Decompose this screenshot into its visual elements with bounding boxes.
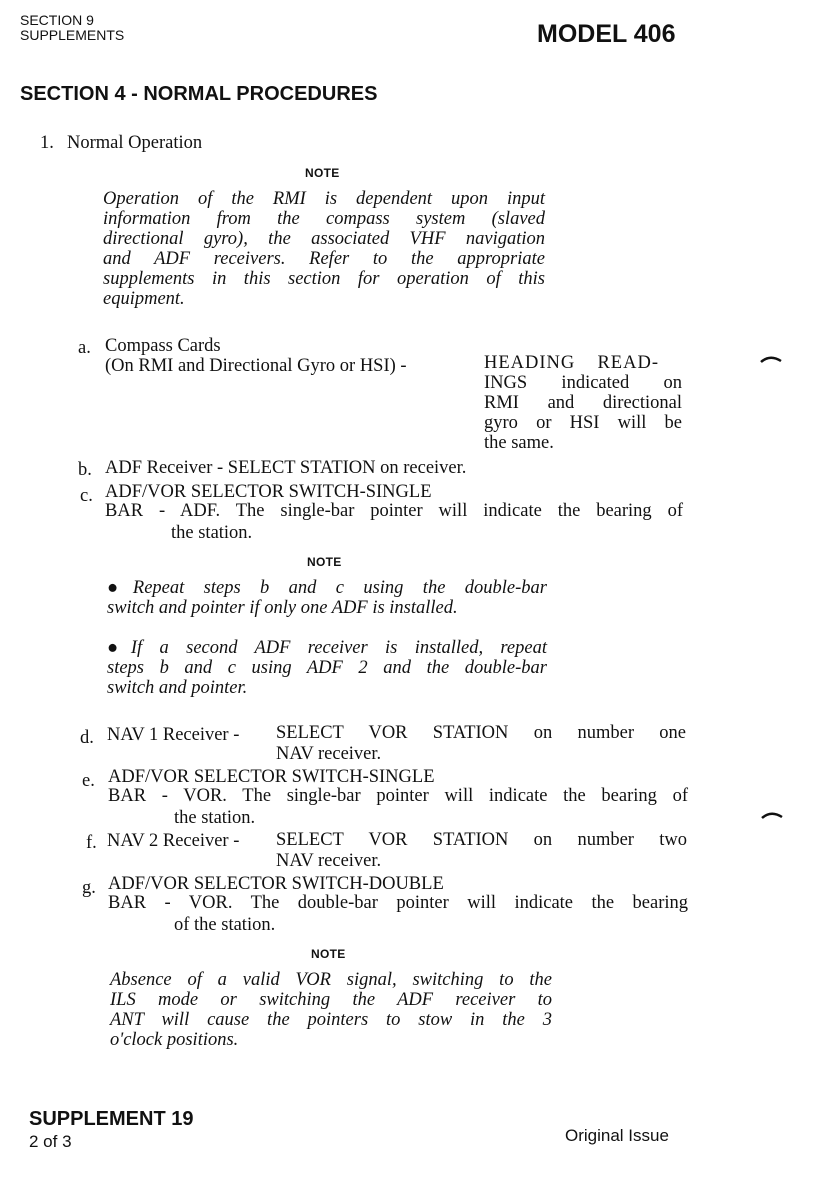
step-action-line: gyro or HSI will be bbox=[484, 413, 682, 433]
note-line: ILS mode or switching the ADF receiver to bbox=[110, 990, 552, 1010]
step-line: NAV receiver. bbox=[276, 851, 382, 871]
step-subtitle: (On RMI and Directional Gyro or HSI) - bbox=[105, 356, 407, 376]
header-section-label bbox=[20, 13, 124, 43]
bullet-icon: ● bbox=[107, 638, 131, 658]
step-letter: e. bbox=[82, 771, 95, 791]
step-label: NAV 1 Receiver - bbox=[107, 725, 240, 745]
step-line: the station. bbox=[171, 523, 253, 543]
step-letter: f. bbox=[86, 833, 97, 853]
step-action-line: HEADING READ- bbox=[484, 353, 659, 373]
step-action-line: INGS indicated on bbox=[484, 373, 682, 393]
note-line: directional gyro), the associated VHF navigation bbox=[103, 229, 545, 249]
step-line: SELECT VOR STATION on number one bbox=[276, 723, 686, 743]
step-letter: g. bbox=[82, 878, 96, 898]
note-line: Absence of a valid VOR signal, switching to the bbox=[110, 970, 552, 990]
note-line: equipment. bbox=[103, 289, 185, 309]
step-line: ADF/VOR SELECTOR SWITCH-DOUBLE bbox=[108, 874, 444, 894]
note-line: steps b and c using ADF 2 and the double-bar bbox=[107, 658, 547, 678]
step-action-line: the same. bbox=[484, 433, 554, 453]
note-label: NOTE bbox=[311, 947, 346, 961]
note-label: NOTE bbox=[305, 166, 340, 180]
note-line: o'clock positions. bbox=[110, 1030, 239, 1050]
step-line: ADF/VOR SELECTOR SWITCH-SINGLE bbox=[105, 482, 432, 502]
note-line: ANT will cause the pointers to stow in the 3 bbox=[110, 1010, 552, 1030]
step-line: ADF/VOR SELECTOR SWITCH-SINGLE bbox=[108, 767, 435, 787]
step-letter: d. bbox=[80, 728, 94, 748]
revision-mark bbox=[760, 354, 782, 364]
header-model: MODEL 406 bbox=[537, 20, 676, 48]
step-line: BAR - VOR. The single-bar pointer will indicate the bearing of bbox=[108, 786, 688, 806]
step-line: BAR - VOR. The double-bar pointer will indicate the bearing bbox=[108, 893, 688, 913]
step-text: ADF Receiver - SELECT STATION on receiver. bbox=[105, 458, 467, 478]
step-line: of the station. bbox=[174, 915, 276, 935]
step-letter: a. bbox=[78, 338, 91, 358]
footer-page-number: 2 of 3 bbox=[29, 1132, 72, 1151]
section-title: SECTION 4 - NORMAL PROCEDURES bbox=[20, 83, 378, 105]
step-letter: c. bbox=[80, 486, 93, 506]
note-line: Operation of the RMI is dependent upon input bbox=[103, 189, 545, 209]
step-line: BAR - ADF. The single-bar pointer will indicate the bearing of bbox=[105, 501, 683, 521]
note-line: ●If a second ADF receiver is installed, repeat bbox=[107, 638, 547, 658]
header-section-name: SUPPLEMENTS bbox=[20, 27, 125, 43]
step-letter: b. bbox=[78, 460, 92, 480]
step-line: NAV receiver. bbox=[276, 744, 382, 764]
revision-mark bbox=[761, 810, 783, 820]
footer-issue: Original Issue bbox=[565, 1126, 669, 1145]
footer-supplement: SUPPLEMENT 19 bbox=[29, 1108, 194, 1130]
note-line: ●Repeat steps b and c using the double-bar bbox=[107, 578, 547, 598]
step-label: NAV 2 Receiver - bbox=[107, 831, 240, 851]
item-number: 1. bbox=[40, 133, 54, 153]
note-line: switch and pointer if only one ADF is installed. bbox=[107, 598, 458, 618]
item-title: Normal Operation bbox=[67, 133, 203, 153]
note-line: information from the compass system (slaved bbox=[103, 209, 545, 229]
note-label: NOTE bbox=[307, 555, 342, 569]
step-action-line: RMI and directional bbox=[484, 393, 682, 413]
note-line: switch and pointer. bbox=[107, 678, 248, 698]
bullet-icon: ● bbox=[107, 578, 133, 598]
step-line: the station. bbox=[174, 808, 256, 828]
note-line: supplements in this section for operation of this bbox=[103, 269, 545, 289]
note-line: and ADF receivers. Refer to the appropriate bbox=[103, 249, 545, 269]
step-line: SELECT VOR STATION on number two bbox=[276, 830, 687, 850]
header-section-number: SECTION 9 bbox=[20, 12, 94, 28]
step-title: Compass Cards bbox=[105, 336, 221, 356]
